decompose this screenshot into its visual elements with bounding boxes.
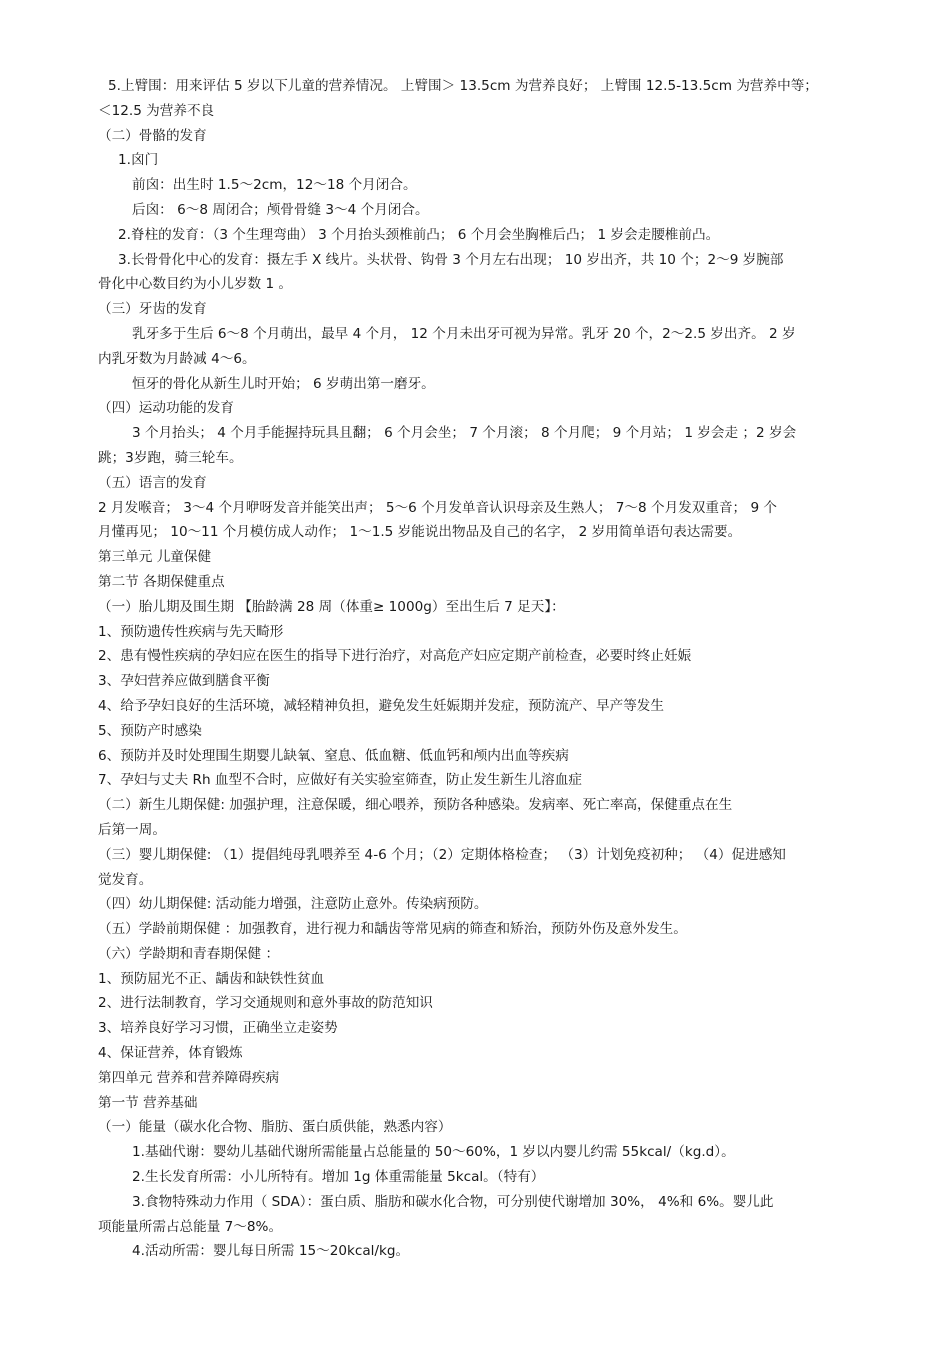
text-line: 后第一周。 <box>98 821 166 838</box>
text-line: 后囟： 6～8 周闭合；颅骨骨缝 3～4 个月闭合。 <box>132 201 429 218</box>
text-line: 1.囟门 <box>118 152 159 169</box>
text-line: 3、培养良好学习习惯，正确坐立走姿势 <box>98 1020 338 1037</box>
text-line: （二）骨骼的发育 <box>98 127 207 144</box>
text-line: 前囟：出生时 1.5～2cm，12～18 个月闭合。 <box>132 177 417 194</box>
text-line: （五）学龄前期保健 ：加强教育，进行视力和龋齿等常见病的筛查和矫治，预防外伤及意外发生。 <box>98 921 687 938</box>
text-line: 2、患有慢性疾病的孕妇应在医生的指导下进行治疗，对高危产妇应定期产前检查，必要时终止妊娠 <box>98 648 692 665</box>
text-line: （一）能量（碳水化合物、脂肪、蛋白质供能，熟悉内容） <box>98 1119 452 1136</box>
text-line: 第二节 各期保健重点 <box>98 573 225 590</box>
text-line: （二）新生儿期保健: 加强护理，注意保暖，细心喂养，预防各种感染。发病率、死亡率高，保健重点在生 <box>98 797 733 814</box>
text-line: 4、保证营养，体育锻炼 <box>98 1045 243 1062</box>
text-line: 项能量所需占总能量 7～8%。 <box>98 1218 283 1235</box>
text-line: 乳牙多于生后 6～8 个月萌出，最早 4 个月， 12 个月未出牙可视为异常。乳牙 20 个，2～2.5 岁出齐。 2 岁 <box>132 325 796 342</box>
text-line: 跳；3岁跑，骑三轮车。 <box>98 449 243 466</box>
text-line: 觉发育。 <box>98 871 153 888</box>
text-line: 6、预防并及时处理围生期婴儿缺氧、窒息、低血糖、低血钙和颅内出血等疾病 <box>98 747 569 764</box>
text-line: 第四单元 营养和营养障碍疾病 <box>98 1069 280 1086</box>
text-line: 3.食物特殊动力作用（ SDA）：蛋白质、脂肪和碳水化合物，可分别使代谢增加 30%， 4%和 6%。婴儿此 <box>132 1193 774 1210</box>
text-line: 3 个月抬头； 4 个月手能握持玩具且翻； 6 个月会坐； 7 个月滚； 8 个月爬； 9 个月站； 1 岁会走 ；2 岁会 <box>132 425 797 442</box>
text-line: （一）胎儿期及围生期 【胎龄满 28 周（体重≥ 1000g）至出生后 7 足天】： <box>98 598 565 615</box>
text-line: （三）婴儿期保健: （1）提倡纯母乳喂养至 4-6 个月；（2）定期体格检查； （3）计划免疫初种； （4）促进感知 <box>98 846 786 863</box>
text-line: 骨化中心数目约为小儿岁数 1 。 <box>98 276 293 293</box>
text-line: 1、预防屈光不正、龋齿和缺铁性贫血 <box>98 970 325 987</box>
text-line: 恒牙的骨化从新生儿时开始； 6 岁萌出第一磨牙。 <box>132 375 435 392</box>
text-line: 1、预防遗传性疾病与先天畸形 <box>98 623 284 640</box>
text-line: （六）学龄期和青春期保健 ： <box>98 945 280 962</box>
text-line: 5.上臂围：用来评估 5 岁以下儿童的营养情况。 上臂围＞ 13.5cm 为营养良好； 上臂围 12.5-13.5cm 为营养中等； <box>108 78 818 94</box>
text-line: （五）语言的发育 <box>98 474 207 491</box>
text-line: 7、孕妇与丈夫 Rh 血型不合时，应做好有关实验室筛查，防止发生新生儿溶血症 <box>98 772 582 789</box>
text-line: 5、预防产时感染 <box>98 722 202 739</box>
text-line: （四）幼儿期保健: 活动能力增强，注意防止意外。传染病预防。 <box>98 896 488 913</box>
text-line: 2.脊柱的发育：（3 个生理弯曲） 3 个月抬头颈椎前凸； 6 个月会坐胸椎后凸； 1 岁会走腰椎前凸。 <box>118 226 720 243</box>
text-line: 2 月发喉音； 3～4 个月咿呀发音并能笑出声； 5～6 个月发单音认识母亲及生熟人； 7～8 个月发双重音； 9 个 <box>98 499 778 516</box>
text-line: 内乳牙数为月龄减 4～6。 <box>98 350 256 367</box>
text-line: 月懂再见； 10～11 个月模仿成人动作； 1～1.5 岁能说出物品及自己的名字， 2 岁用简单语句表达需要。 <box>98 524 742 541</box>
text-line: （三）牙齿的发育 <box>98 301 207 318</box>
text-line: （四）运动功能的发育 <box>98 400 234 417</box>
text-line: 3.长骨骨化中心的发育：摄左手 X 线片。头状骨、钩骨 3 个月左右出现； 10 岁出齐，共 10 个；2～9 岁腕部 <box>118 251 784 268</box>
text-line: 第一节 营养基础 <box>98 1094 198 1111</box>
text-line: 4.活动所需：婴儿每日所需 15～20kcal/kg。 <box>132 1243 410 1260</box>
text-line: 第三单元 儿童保健 <box>98 549 212 566</box>
text-line: ＜12.5 为营养不良 <box>98 102 215 119</box>
text-line: 2、进行法制教育，学习交通规则和意外事故的防范知识 <box>98 995 433 1012</box>
text-line: 4、给予孕妇良好的生活环境，减轻精神负担，避免发生妊娠期并发症，预防流产、早产等发生 <box>98 697 664 714</box>
text-line: 1.基础代谢：婴幼儿基础代谢所需能量占总能量的 50～60%，1 岁以内婴儿约需 55kcal/（kg.d）。 <box>132 1144 735 1161</box>
text-line: 3、孕妇营养应做到膳食平衡 <box>98 673 270 690</box>
text-line: 2.生长发育所需：小儿所特有。增加 1g 体重需能量 5kcal。（特有） <box>132 1169 545 1186</box>
